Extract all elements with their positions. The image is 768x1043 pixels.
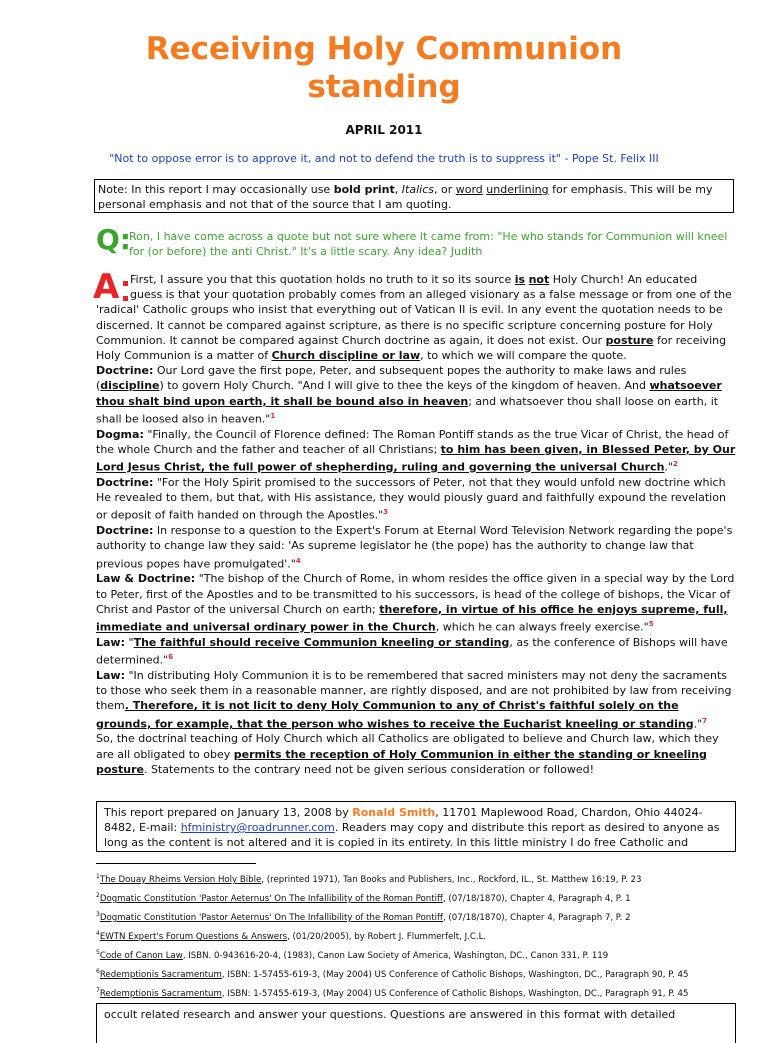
footnote-divider	[96, 863, 256, 864]
footnote-ref: 2	[672, 460, 678, 469]
section-text: In response to a question to the Expert's Forum at Eternal Word Television Network regarding the pope's authority to change law they said: 'As supreme legislator he (the pope) has the authority to change law that previous popes have promulgated'."	[96, 524, 733, 571]
footnote-detail: , ISBN. 0-943616-20-4, (1983), Canon Law Society of America, Washington, DC., Canon 331, P. 119	[182, 950, 609, 961]
section-label: Doctrine:	[96, 524, 154, 538]
footnote-item	[96, 869, 746, 888]
footnote-detail: , (07/18/1870), Chapter 4, Paragraph 4, P. 1	[442, 893, 631, 904]
section-emphasis: discipline	[100, 379, 160, 393]
section-label: Doctrine:	[96, 475, 154, 489]
answer-text-c: guess is that your quotation probably comes from an alleged visionary as a false message or from one of the 'radical' Catholic groups who insist that everything out of Vatican II is evil. In any event the quotation needs to be discerned. It cannot be compared against scripture, as there is no specific scripture concerning posture for Holy Communion. It cannot be compared against Church doctrine as again, it does not exist. Our	[96, 288, 732, 347]
section-label: Law:	[96, 669, 125, 683]
note-word: word	[455, 183, 483, 196]
section-text: "The bishop of the Church of Rome, in whom resides the office given in a special way by the Lord to Peter, first of the Apostles and to be transmitted to his successors, is head of the college of bishops, the Vicar of Christ and Pastor of the universal Church on earth;	[96, 572, 735, 616]
continued-box: occult related research and answer your questions. Questions are answered in this format with detailed	[96, 1003, 736, 1043]
answer-emph-not: not	[528, 273, 550, 286]
footnote-detail: , (reprinted 1971), Tan Books and Publishers, Inc., Rockford, IL., St. Matthew 16:19, P. 23	[261, 874, 642, 885]
question-text: Ron, I have come across a quote but not sure where it came from: "He who stands for Communion will kneel for (or before) the anti Christ." It's a little scary. Any idea? Judith	[129, 230, 728, 258]
footnote-number: 3	[96, 910, 100, 918]
answer-emph-posture: posture	[605, 333, 654, 347]
footnotes	[96, 869, 746, 1002]
section-emphasis: therefore, in virtue of his office he enjoys supreme, full, immediate and universal ordinary power in the Church	[96, 602, 728, 634]
author-name: Ronald Smith	[352, 806, 436, 819]
footnote-item	[96, 964, 746, 983]
answer-text-b: Holy Church! An educated	[549, 273, 698, 286]
section-text: ."	[693, 717, 703, 731]
answer-marker: A	[93, 267, 120, 307]
report-date: APRIL 2011	[345, 123, 423, 137]
section-label: Doctrine:	[96, 364, 154, 378]
question-letter: Q:	[96, 223, 131, 256]
section-emphasis: The faithful should receive Communion kneeling or standing	[133, 635, 510, 649]
footnote-number: 7	[96, 986, 100, 994]
answer-paragraph	[96, 272, 736, 287]
answer-text-d: for receiving Holy Communion is a matter of	[96, 333, 727, 363]
report-text-c: . Readers may copy and distribute this report as desired to anyone as long as the content is not altered and it is copied in its entirety. In this little ministry I do free Catholic and	[104, 821, 720, 849]
answer-body	[96, 272, 736, 777]
answer-emph-church-law: Church discipline or law	[271, 349, 421, 363]
answer-paragraph-cont	[96, 287, 736, 363]
section-6	[96, 635, 736, 668]
section-2	[96, 427, 736, 475]
footnote-item	[96, 888, 746, 907]
footnote-number: 1	[96, 873, 100, 880]
question-marker	[96, 224, 131, 256]
footnote-item	[96, 983, 746, 1002]
section-text: ) to govern Holy Church. "And I will give to thee the keys of the kingdom of heaven. And	[159, 379, 650, 393]
report-text-a: This report prepared on January 13, 2008 by	[104, 806, 353, 819]
conclusion-text-a: So, the doctrinal teaching of Holy Church which all Catholics are obligated to believe and Church law, which they are all obligated to obey	[96, 732, 719, 761]
footnote-source: EWTN Expert's Forum Questions & Answers	[99, 931, 288, 942]
footnote-number: 6	[96, 967, 100, 975]
section-emphasis: whatsoever thou shalt bind upon earth, it shall be bound also in heaven	[96, 379, 722, 408]
note-comma: ,	[394, 183, 402, 196]
footnote-detail: , ISBN: 1-57455-619-3, (May 2004) US Conference of Catholic Bishops, Washington, DC., Paragraph 90, P. 45	[221, 969, 689, 980]
answer-emph-is: is	[514, 273, 526, 286]
conclusion-emph: permits the reception of Holy Communion in either the standing or kneeling posture	[96, 747, 707, 776]
section-4	[96, 523, 736, 571]
footnote-item	[96, 945, 746, 964]
footnote-number: 5	[96, 948, 100, 956]
footnote-ref: 3	[383, 508, 389, 517]
footnote-source: Redemptionis Sacramentum	[99, 988, 222, 999]
note-pre: Note: In this report I may occasionally use	[98, 183, 334, 196]
section-7	[96, 668, 736, 731]
footnote-item	[96, 926, 746, 945]
section-emphasis: . Therefore, it is not licit to deny Holy Communion to any of Christ's faithful solely on the grounds, for example, that the person who wishes to receive the Eucharist kneeling or standing	[96, 699, 694, 731]
footnote-source: Redemptionis Sacramentum	[99, 969, 222, 980]
page-title	[0, 30, 768, 106]
section-text: , as the conference of Bishops will have determined."	[96, 635, 728, 667]
section-text: ."	[664, 460, 673, 474]
note-post: for emphasis. This will be my personal emphasis and not that of the source that I am quoting.	[98, 183, 713, 211]
section-label: Law & Doctrine:	[96, 572, 196, 586]
note-bold: bold print	[333, 183, 395, 196]
footnote-ref: 1	[270, 411, 276, 420]
section-emphasis: to him has been given, in Blessed Peter, by Our Lord Jesus Christ, the full power of shepherding, ruling and governing the universal Church	[96, 442, 736, 474]
footnote-source: The Douay Rheims Version Holy Bible	[99, 874, 262, 885]
footnote-ref: 4	[295, 556, 301, 565]
section-text: ; and whatsoever thou shall loose on earth, it shall be loosed also in heaven."	[96, 394, 719, 426]
doctrine-sections	[96, 363, 736, 731]
note-underlining: underlining	[486, 183, 549, 196]
footnote-source: Code of Canon Law	[99, 950, 183, 961]
section-text: "	[125, 635, 134, 649]
conclusion	[96, 731, 736, 777]
note-or: , or	[433, 183, 456, 196]
note-italics: Italics	[401, 183, 434, 196]
report-text-b: , 11701 Maplewood Road, Chardon, Ohio 44024-8482, E-mail:	[104, 806, 703, 834]
footnote-detail: , (07/18/1870), Chapter 4, Paragraph 7, P. 2	[442, 912, 631, 923]
footnote-detail: , (01/20/2005), by Robert J. Flummerfelt, J.C.L.	[287, 931, 487, 942]
title-line-1: Receiving Holy Communion	[145, 31, 623, 67]
footnote-source: Dogmatic Constitution 'Pastor Aeternus' On The Infallibility of the Roman Pontiff	[99, 893, 443, 904]
section-text: "In distributing Holy Communion it is to be remembered that sacred ministers may not deny the sacraments to those who seek them in a reasonable manner, are rightly disposed, and are not prohibited by law from receiving them	[96, 669, 732, 713]
footnote-number: 4	[96, 929, 100, 937]
email-link[interactable]: hfministry@roadrunner.com	[180, 821, 335, 834]
footnote-ref: 6	[168, 653, 174, 662]
epigraph: "Not to oppose error is to approve it, and not to defend the truth is to suppress it" - Pope St. Felix III	[109, 152, 659, 165]
section-text: "For the Holy Spirit promised to the successors of Peter, not that they would unfold new doctrine which He revealed to them, but that, with His assistance, they would piously guard and faithfully expound the revelation or deposit of faith handed on through the Apostles."	[96, 475, 726, 523]
footnote-number: 2	[96, 891, 100, 899]
section-text: "Finally, the Council of Florence defined: The Roman Pontiff stands as the true Vicar of Christ, the head of the whole Church and the father and teacher of all Christians;	[96, 427, 729, 456]
footnote-detail: , ISBN: 1-57455-619-3, (May 2004) US Conference of Catholic Bishops, Washington, DC., Paragraph 91, P. 45	[221, 988, 689, 999]
footnote-source: Dogmatic Constitution 'Pastor Aeternus' On The Infallibility of the Roman Pontiff	[99, 912, 443, 923]
section-label: Dogma:	[96, 427, 144, 441]
conclusion-text-b: . Statements to the contrary need not be given serious consideration or followed!	[143, 762, 595, 776]
answer-text-e: , to which we will compare the quote.	[420, 349, 627, 363]
section-3	[96, 475, 736, 523]
section-5	[96, 571, 736, 634]
section-label: Law:	[96, 635, 125, 649]
title-line-2: standing	[307, 69, 461, 105]
section-text: Our Lord gave the first pope, Peter, and subsequent popes the authority to make laws and rules (	[96, 364, 687, 393]
emphasis-note-box	[94, 179, 734, 213]
footnote-ref: 7	[702, 716, 708, 725]
report-info-box	[96, 801, 736, 852]
answer-text-a: First, I assure you that this quotation holds no truth to it so its source	[130, 273, 515, 286]
section-text: , which he can always freely exercise."	[435, 620, 649, 634]
footnote-ref: 5	[648, 620, 654, 629]
section-1	[96, 363, 736, 426]
footnote-item	[96, 907, 746, 926]
